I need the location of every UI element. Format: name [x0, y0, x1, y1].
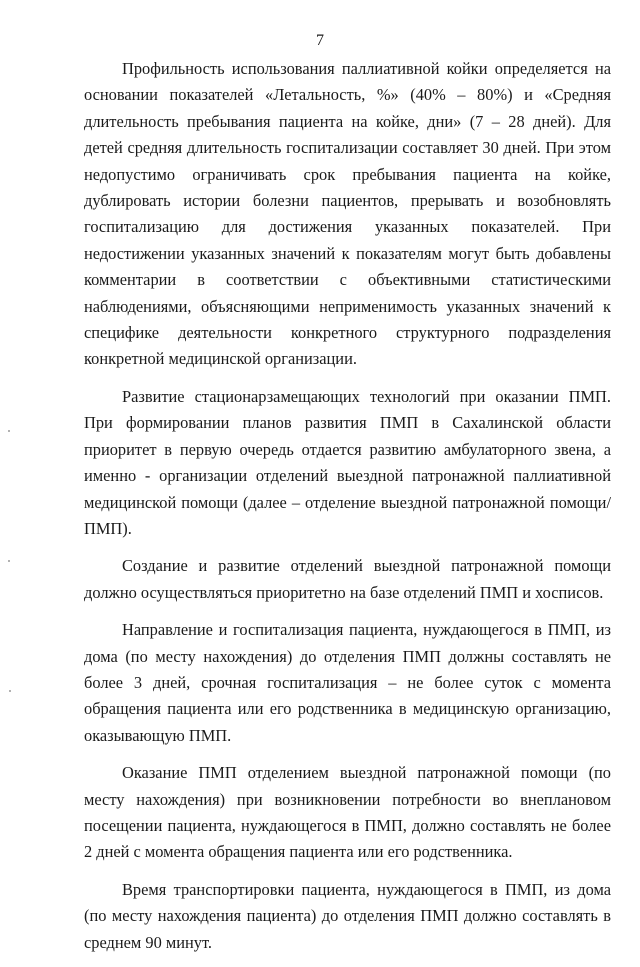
document-body — [84, 56, 611, 967]
paragraph-referral-and-hospitalization: Направление и госпитализация пациента, нуждающегося в ПМП, из дома (по месту нахождения) до отделения ПМП должны составлять не более 3 дней, срочная госпитализация – не более суток с момента обращения пациента или его родственника в медицинскую организацию, оказывающую ПМП. — [84, 620, 611, 745]
paragraph-outreach-visit-timing: Оказание ПМП отделением выездной патронажной помощи (по месту нахождения) при возникновении потребности во внеплановом посещении пациента, нуждающегося в ПМП, должно составлять не более 2 дней с момента обращения пациента или его родственника. — [84, 763, 611, 862]
page-number: 7 — [316, 32, 324, 49]
paragraph-transport-time: Время транспортировки пациента, нуждающегося в ПМП, из дома (по месту нахождения пациента) до отделения ПМП должно составлять в среднем 90 минут. — [84, 879, 611, 952]
paragraph-palliative-bed-profile: Профильность использования паллиативной койки определяется на основании показателей «Летальность, %» (40% – 80%) и «Средняя длительность пребывания пациента на койке, дни» (7 – 28 дней). Для детей средняя длительность госпитализации составляет 30 дней. При этом недопустимо ограничивать срок пребывания пациента на койке, дублировать истории болезни пациентов, прерывать и возобновлять госпитализацию для достижения указанных показателей. При недостижении указанных значений к показателям могут быть добавлены комментарии в соответствии с объективными статистическими наблюдениями, объясняющими неприменимость указанных значений к специфике деятельности конкретного структурного подразделения конкретной медицинской организации. — [84, 59, 611, 369]
paragraph-outreach-units-creation: Создание и развитие отделений выездной патронажной помощи должно осуществляться приоритетно на базе отделений ПМП и хосписов. — [84, 556, 611, 602]
scan-artifact-dot — [8, 430, 10, 432]
paragraph-inpatient-replacing-technologies: Развитие стационарзамещающих технологий при оказании ПМП. При формировании планов развития ПМП в Сахалинской области приоритет в первую очередь отдается развитию амбулаторного звена, а именно - организации отделений выездной патронажной паллиативной медицинской помощи (далее – отделение выездной патронажной помощи/ПМП). — [84, 386, 611, 538]
scan-artifact-dot — [9, 690, 11, 692]
scan-artifact-dot — [8, 560, 10, 562]
